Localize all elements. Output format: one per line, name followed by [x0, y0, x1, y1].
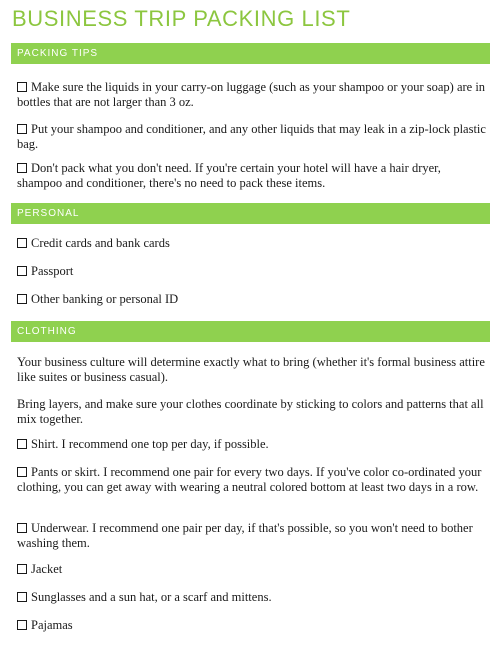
checklist-item-label: Underwear. I recommend one pair per day, if that's possible, so you won't need to bother washing them. — [17, 521, 473, 550]
checklist-item[interactable] — [17, 521, 487, 551]
checklist-item[interactable] — [17, 437, 487, 452]
checklist-item[interactable] — [17, 590, 487, 605]
checklist-item[interactable] — [17, 562, 487, 577]
checklist-item-label: Other banking or personal ID — [31, 292, 179, 306]
checkbox-icon[interactable] — [17, 523, 27, 533]
checklist-item[interactable] — [17, 618, 487, 633]
checkbox-icon[interactable] — [17, 620, 27, 630]
checkbox-icon[interactable] — [17, 592, 27, 602]
checkbox-icon[interactable] — [17, 564, 27, 574]
checkbox-icon[interactable] — [17, 124, 27, 134]
clothing-layers-paragraph: Bring layers, and make sure your clothes coordinate by sticking to colors and patterns that all mix together. — [17, 397, 484, 426]
section-header-personal: PERSONAL — [11, 203, 490, 224]
checklist-item[interactable] — [17, 292, 487, 307]
checklist-item-label: Make sure the liquids in your carry-on luggage (such as your shampoo or your soap) are in bottles that are not larger than 3 oz. — [17, 80, 486, 109]
checkbox-icon[interactable] — [17, 82, 27, 92]
checkbox-icon[interactable] — [17, 294, 27, 304]
checklist-item[interactable] — [17, 161, 487, 191]
checklist-item[interactable] — [17, 465, 487, 495]
checklist-item[interactable] — [17, 236, 487, 251]
checkbox-icon[interactable] — [17, 439, 27, 449]
checklist-item-label: Credit cards and bank cards — [31, 236, 170, 250]
checklist-item-label: Put your shampoo and conditioner, and any other liquids that may leak in a zip-lock plastic bag. — [17, 122, 486, 151]
checklist-item-label: Sunglasses and a sun hat, or a scarf and mittens. — [31, 590, 272, 604]
checklist-item-label: Pants or skirt. I recommend one pair for every two days. If you've color co-ordinated your clothing, you can get away with wearing a neutral colored bottom at least two days in a row. — [17, 465, 482, 494]
checklist-item-label: Pajamas — [31, 618, 73, 632]
page-title: BUSINESS TRIP PACKING LIST — [12, 6, 351, 31]
section-header-packing-tips: PACKING TIPS — [11, 43, 490, 64]
checkbox-icon[interactable] — [17, 163, 27, 173]
checklist-item-label: Shirt. I recommend one top per day, if possible. — [31, 437, 269, 451]
checklist-item[interactable] — [17, 264, 487, 279]
checklist-item[interactable] — [17, 122, 487, 152]
checklist-item-label: Passport — [31, 264, 74, 278]
checkbox-icon[interactable] — [17, 238, 27, 248]
checklist-item-label: Don't pack what you don't need. If you're certain your hotel will have a hair dryer, shampoo and conditioner, there's no need to pack these items. — [17, 161, 441, 190]
section-header-clothing: CLOTHING — [11, 321, 490, 342]
checklist-item[interactable] — [17, 80, 487, 110]
checkbox-icon[interactable] — [17, 467, 27, 477]
checklist-item-label: Jacket — [31, 562, 63, 576]
clothing-intro-paragraph: Your business culture will determine exactly what to bring (whether it's formal business attire like suites or business casual). — [17, 355, 485, 384]
checkbox-icon[interactable] — [17, 266, 27, 276]
